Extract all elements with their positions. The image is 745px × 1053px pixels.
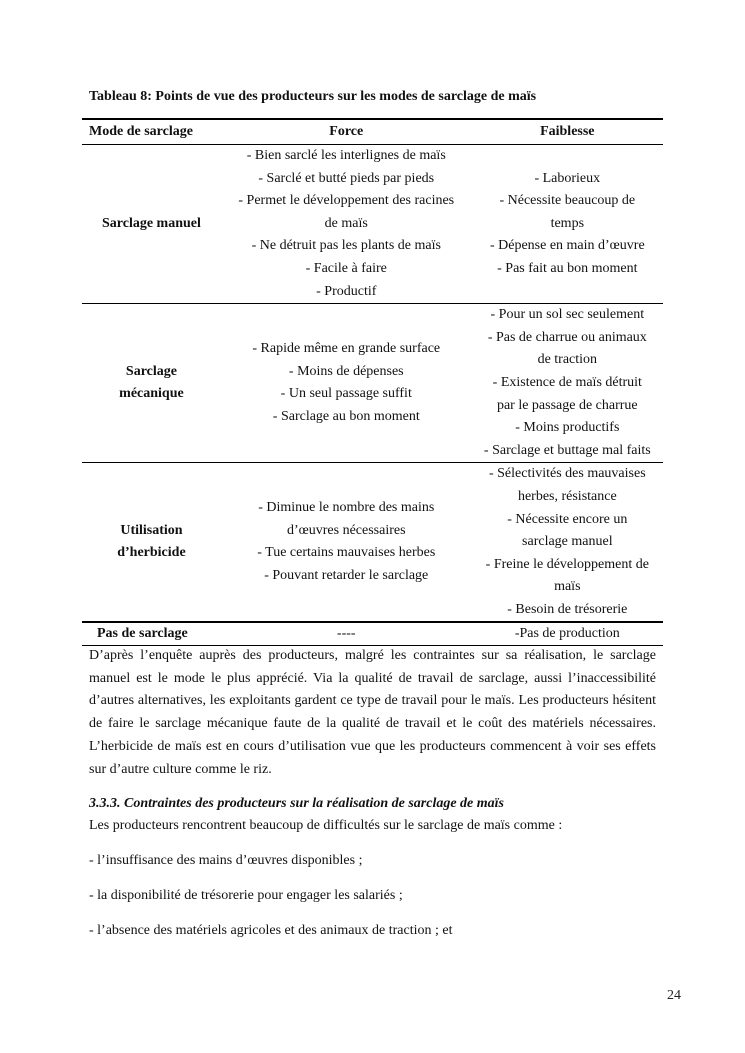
faiblesse-line: temps (550, 215, 585, 231)
page-number: 24 (667, 988, 681, 1003)
table-row (82, 304, 663, 463)
mode-label: mécanique (119, 386, 184, 402)
mode-cell (82, 622, 221, 646)
faiblesse-cell (472, 622, 663, 646)
faiblesse-line: - Pas de charrue ou animaux (487, 329, 647, 345)
mode-cell (82, 304, 221, 463)
faiblesse-line: - Sarclage et buttage mal faits (483, 442, 651, 458)
force-line: - Permet le développement des racines (238, 193, 455, 209)
mode-label: Sarclage (125, 363, 177, 379)
faiblesse-line: - Besoin de trésorerie (507, 601, 628, 617)
force-cell (221, 622, 472, 646)
force-cell (221, 463, 472, 623)
faiblesse-line: - Moins productifs (515, 420, 620, 436)
faiblesse-cell (472, 463, 663, 623)
force-line: - Pouvant retarder le sarclage (264, 567, 429, 583)
force-line: ---- (336, 626, 356, 642)
bullet-item: - la disponibilité de trésorerie pour engager les salariés ; (89, 888, 403, 903)
force-line: d’œuvres nécessaires (286, 522, 406, 538)
force-line: - Sarclage au bon moment (272, 408, 420, 424)
table-row (82, 145, 663, 304)
faiblesse-cell (472, 145, 663, 304)
faiblesse-line: - Pour un sol sec seulement (490, 307, 645, 323)
force-cell (221, 304, 472, 463)
mode-label: Sarclage manuel (101, 215, 201, 231)
faiblesse-line: - Dépense en main d’œuvre (489, 238, 645, 254)
force-cell (221, 145, 472, 304)
faiblesse-line: - Freine le développement de (485, 556, 649, 572)
force-line: de maïs (324, 215, 368, 231)
faiblesse-line: par le passage de charrue (496, 397, 638, 413)
faiblesse-line: sarclage manuel (522, 534, 613, 550)
force-line: - Bien sarclé les interlignes de maïs (246, 148, 446, 163)
force-line: - Diminue le nombre des mains (258, 500, 435, 516)
faiblesse-line: - Nécessite beaucoup de (499, 193, 636, 209)
faiblesse-line: de traction (537, 352, 598, 368)
table-header-row (82, 119, 663, 145)
faiblesse-line: maïs (554, 579, 581, 595)
table-caption: Tableau 8: Points de vue des producteurs sur les modes de sarclage de maïs (89, 89, 537, 104)
mode-label: d’herbicide (117, 545, 186, 561)
faiblesse-cell (472, 304, 663, 463)
force-line: - Rapide même en grande surface (252, 341, 441, 357)
force-line: - Productif (316, 283, 377, 299)
table-row (82, 622, 663, 646)
header-force: Force (221, 119, 472, 145)
header-faiblesse: Faiblesse (472, 119, 663, 145)
mode-label: Utilisation (120, 522, 183, 538)
faiblesse-line: herbes, résistance (517, 488, 617, 504)
mode-cell (82, 145, 221, 304)
force-line: - Facile à faire (305, 260, 387, 276)
sarclage-table (82, 118, 663, 646)
faiblesse-line: -Pas de production (514, 626, 620, 642)
faiblesse-line: - Laborieux (534, 170, 601, 186)
body-paragraph: D’après l’enquête auprès des producteurs, malgré les contraintes sur sa réalisation, le sarclage manuel est le mode le plus apprécié. Via la qualité de travail de sarclage, aussi l’inaccessibilité d’autres alternatives, les exploitants gardent ce type de travail pour le maïs. Les producteurs hésitent de faire le sarclage mécanique faute de la qualité de travail et le coût des matériels nécessaires. L’herbicide de maïs est en cours d’utilisation vue que les producteurs commencent à voir ses effets sur d’autre culture comme le riz. (89, 648, 656, 777)
bullet-item: - l’absence des matériels agricoles et des animaux de traction ; et (89, 923, 453, 938)
mode-label: Pas de sarclage (97, 626, 188, 642)
bullet-item: - l’insuffisance des mains d’œuvres disponibles ; (89, 853, 363, 868)
force-line: - Ne détruit pas les plants de maïs (251, 238, 441, 254)
table-row (82, 463, 663, 623)
faiblesse-line: - Sélectivités des mauvaises (488, 466, 646, 482)
force-line: - Tue certains mauvaises herbes (257, 545, 436, 561)
force-line: - Un seul passage suffit (280, 386, 412, 402)
faiblesse-line: - Pas fait au bon moment (497, 260, 638, 276)
force-line: - Sarclé et butté pieds par pieds (258, 170, 435, 186)
section-intro: Les producteurs rencontrent beaucoup de difficultés sur le sarclage de maïs comme : (89, 818, 563, 833)
section-heading: 3.3.3. Contraintes des producteurs sur la réalisation de sarclage de maïs (89, 796, 504, 811)
faiblesse-line: - Existence de maïs détruit (492, 374, 642, 390)
faiblesse-line: - Nécessite encore un (507, 511, 628, 527)
force-line: - Moins de dépenses (288, 363, 404, 379)
header-mode: Mode de sarclage (82, 119, 221, 145)
mode-cell (82, 463, 221, 623)
